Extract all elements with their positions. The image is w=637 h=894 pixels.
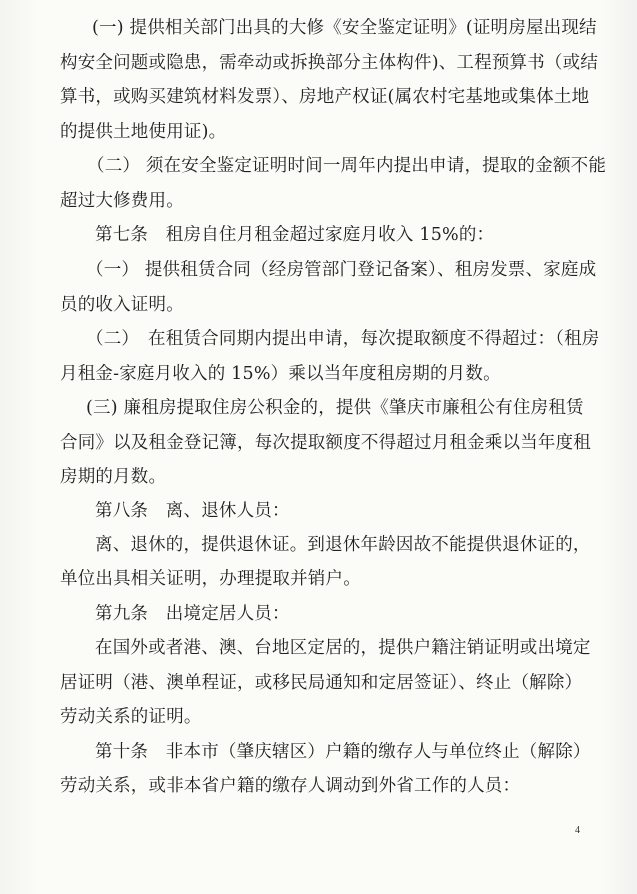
text-line: （二） 在租赁合同期内提出申请，每次提取额度不得超过：（租房 [86,329,600,349]
article-heading: 第九条 出境定居人员： [95,604,290,624]
text-line: (三) 廉租房提取住房公积金的，提供《肇庆市廉租公有住房租赁 [86,398,584,418]
page-number: 4 [575,825,580,836]
text-line: 员的收入证明。 [60,295,184,315]
text-line: 房期的月数。 [60,467,167,487]
text-line: （一） 提供租赁合同（经房管部门登记备案）、租房发票、家庭成 [86,260,597,280]
text-line: 在国外或者港、澳、台地区定居的，提供户籍注销证明或出境定 [95,638,591,658]
text-line: （二） 须在安全鉴定证明时间一周年内提出申请，提取的金额不能 [87,156,607,176]
text-line: 合同》以及租金登记簿，每次提取额度不得超过月租金乘以当年度租 [60,433,591,453]
text-line: 超过大修费用。 [60,191,184,211]
text-line: (一) 提供相关部门出具的大修《安全鉴定证明》(证明房屋出现结 [92,18,597,38]
text-line: 单位出具相关证明，办理提取并销户。 [60,569,361,589]
text-line: 构安全问题或隐患，需牵动或拆换部分主体构件)、工程预算书（或结 [60,53,599,73]
article-heading: 第八条 离、退休人员： [95,501,290,521]
text-line: 的提供土地使用证)。 [60,122,227,142]
text-line: 居证明（港、澳单程证，或移民局通知和定居签证）、终止（解除） [60,673,583,693]
text-line: 劳动关系，或非本省户籍的缴存人调动到外省工作的人员： [60,776,521,796]
text-line: 离、退休的，提供退休证。到退休年龄因故不能提供退休证的， [95,535,591,555]
text-line: 劳动关系的证明。 [60,707,202,727]
article-heading: 第十条 非本市（肇庆辖区）户籍的缴存人与单位终止（解除） [95,742,591,762]
text-line: 月租金-家庭月收入的 15%）乘以当年度租房期的月数。 [60,364,501,384]
text-line: 算书，或购买建筑材料发票）、房地产权证(属农村宅基地或集体土地 [60,87,590,107]
article-heading: 第七条 租房自住月租金超过家庭月收入 15%的： [95,225,495,245]
